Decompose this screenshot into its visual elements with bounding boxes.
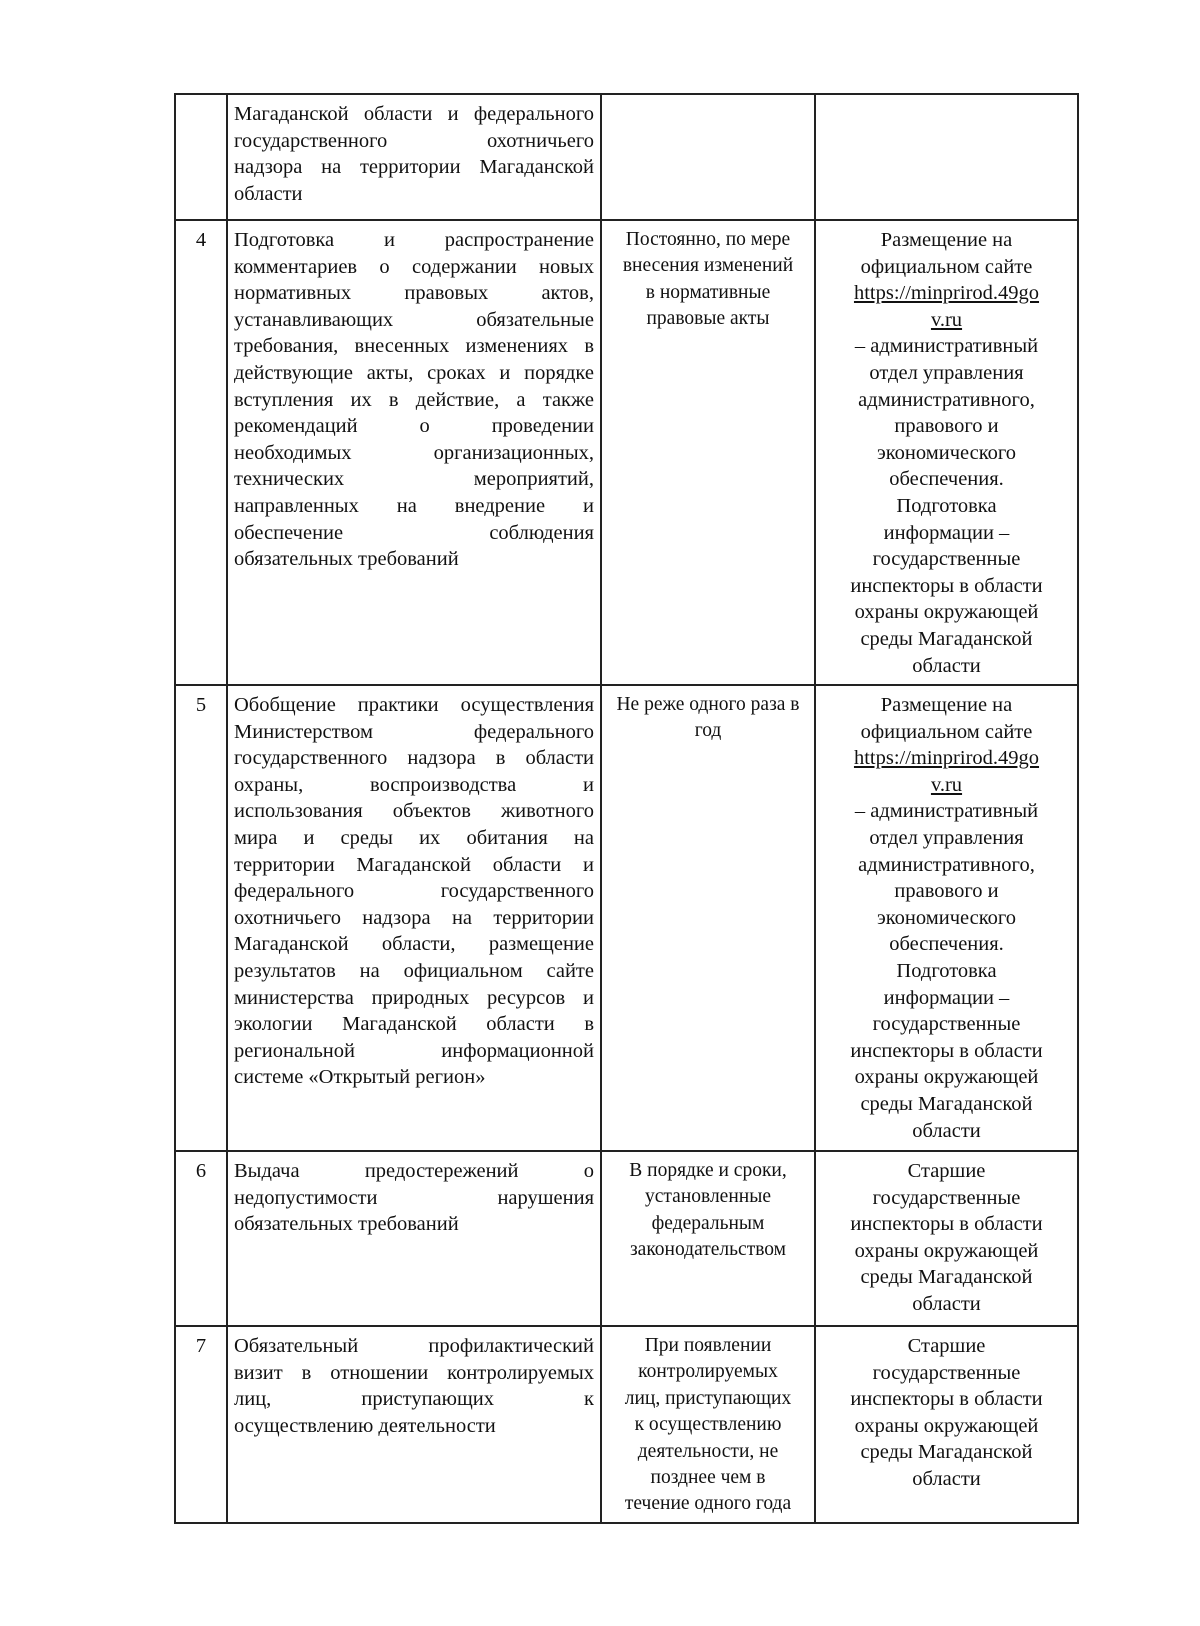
row-number [175, 94, 227, 220]
row-term: В порядке и сроки, установленные федеральным законодательством [601, 1151, 815, 1326]
row-responsible: Старшие государственные инспекторы в области охраны окружающей среды Магаданской области [815, 1151, 1078, 1326]
table-row [175, 1151, 1078, 1326]
table-row [175, 685, 1078, 1151]
row-number: 5 [175, 685, 227, 1151]
row-term: Не реже одного раза в год [601, 685, 815, 1151]
row-responsible: Размещение на официальном сайте https://minprirod.49go v.ru – административный отдел управления административного, правового и экономического обеспечения. Подготовка информации – государственные инспекторы в области охраны окружающей среды Магаданской области [815, 220, 1078, 685]
row-term [601, 94, 815, 220]
row-description: Подготовка и распространение комментариев о содержании новых нормативных правовых актов, устанавливающих обязательные требования, внесенных изменениях в действующие акты, сроках и порядке вступления их в действие, а также рекомендаций о проведении необходимых организационных, технических мероприятий, направленных на внедрение и обеспечение соблюдения обязательных требований [227, 220, 601, 685]
ministry-site-link[interactable]: https://minprirod.49go v.ru [853, 282, 1040, 331]
table-row [175, 220, 1078, 685]
row-responsible [815, 94, 1078, 220]
row-responsible: Размещение на официальном сайте https://minprirod.49go v.ru – административный отдел управления административного, правового и экономического обеспечения. Подготовка информации – государственные инспекторы в области охраны окружающей среды Магаданской области [815, 685, 1078, 1151]
row-description: Обязательный профилактический визит в отношении контролируемых лиц, приступающих к осуществлению деятельности [227, 1326, 601, 1523]
row-description: Выдача предостережений о недопустимости нарушения обязательных требований [227, 1151, 601, 1326]
row-number: 4 [175, 220, 227, 685]
row-number: 7 [175, 1326, 227, 1523]
table-row [175, 94, 1078, 220]
row-term: При появлении контролируемых лиц, приступающих к осуществлению деятельности, не позднее чем в течение одного года [601, 1326, 815, 1523]
activities-table [174, 93, 1079, 1524]
row-description: Обобщение практики осуществления Министерством федерального государственного надзора в области охраны, воспроизводства и использования объектов животного мира и среды их обитания на территории Магаданской области и федерального государственного охотничьего надзора на территории Магаданской области, размещение результатов на официальном сайте министерства природных ресурсов и экологии Магаданской области в региональной информационной системе «Открытый регион» [227, 685, 601, 1151]
row-responsible: Старшие государственные инспекторы в области охраны окружающей среды Магаданской области [815, 1326, 1078, 1523]
row-term: Постоянно, по мере внесения изменений в нормативные правовые акты [601, 220, 815, 685]
ministry-site-link[interactable]: https://minprirod.49go v.ru [853, 747, 1040, 796]
table-row [175, 1326, 1078, 1523]
row-number: 6 [175, 1151, 227, 1326]
row-description: Магаданской области и федерального государственного охотничьего надзора на территории Магаданской области [227, 94, 601, 220]
